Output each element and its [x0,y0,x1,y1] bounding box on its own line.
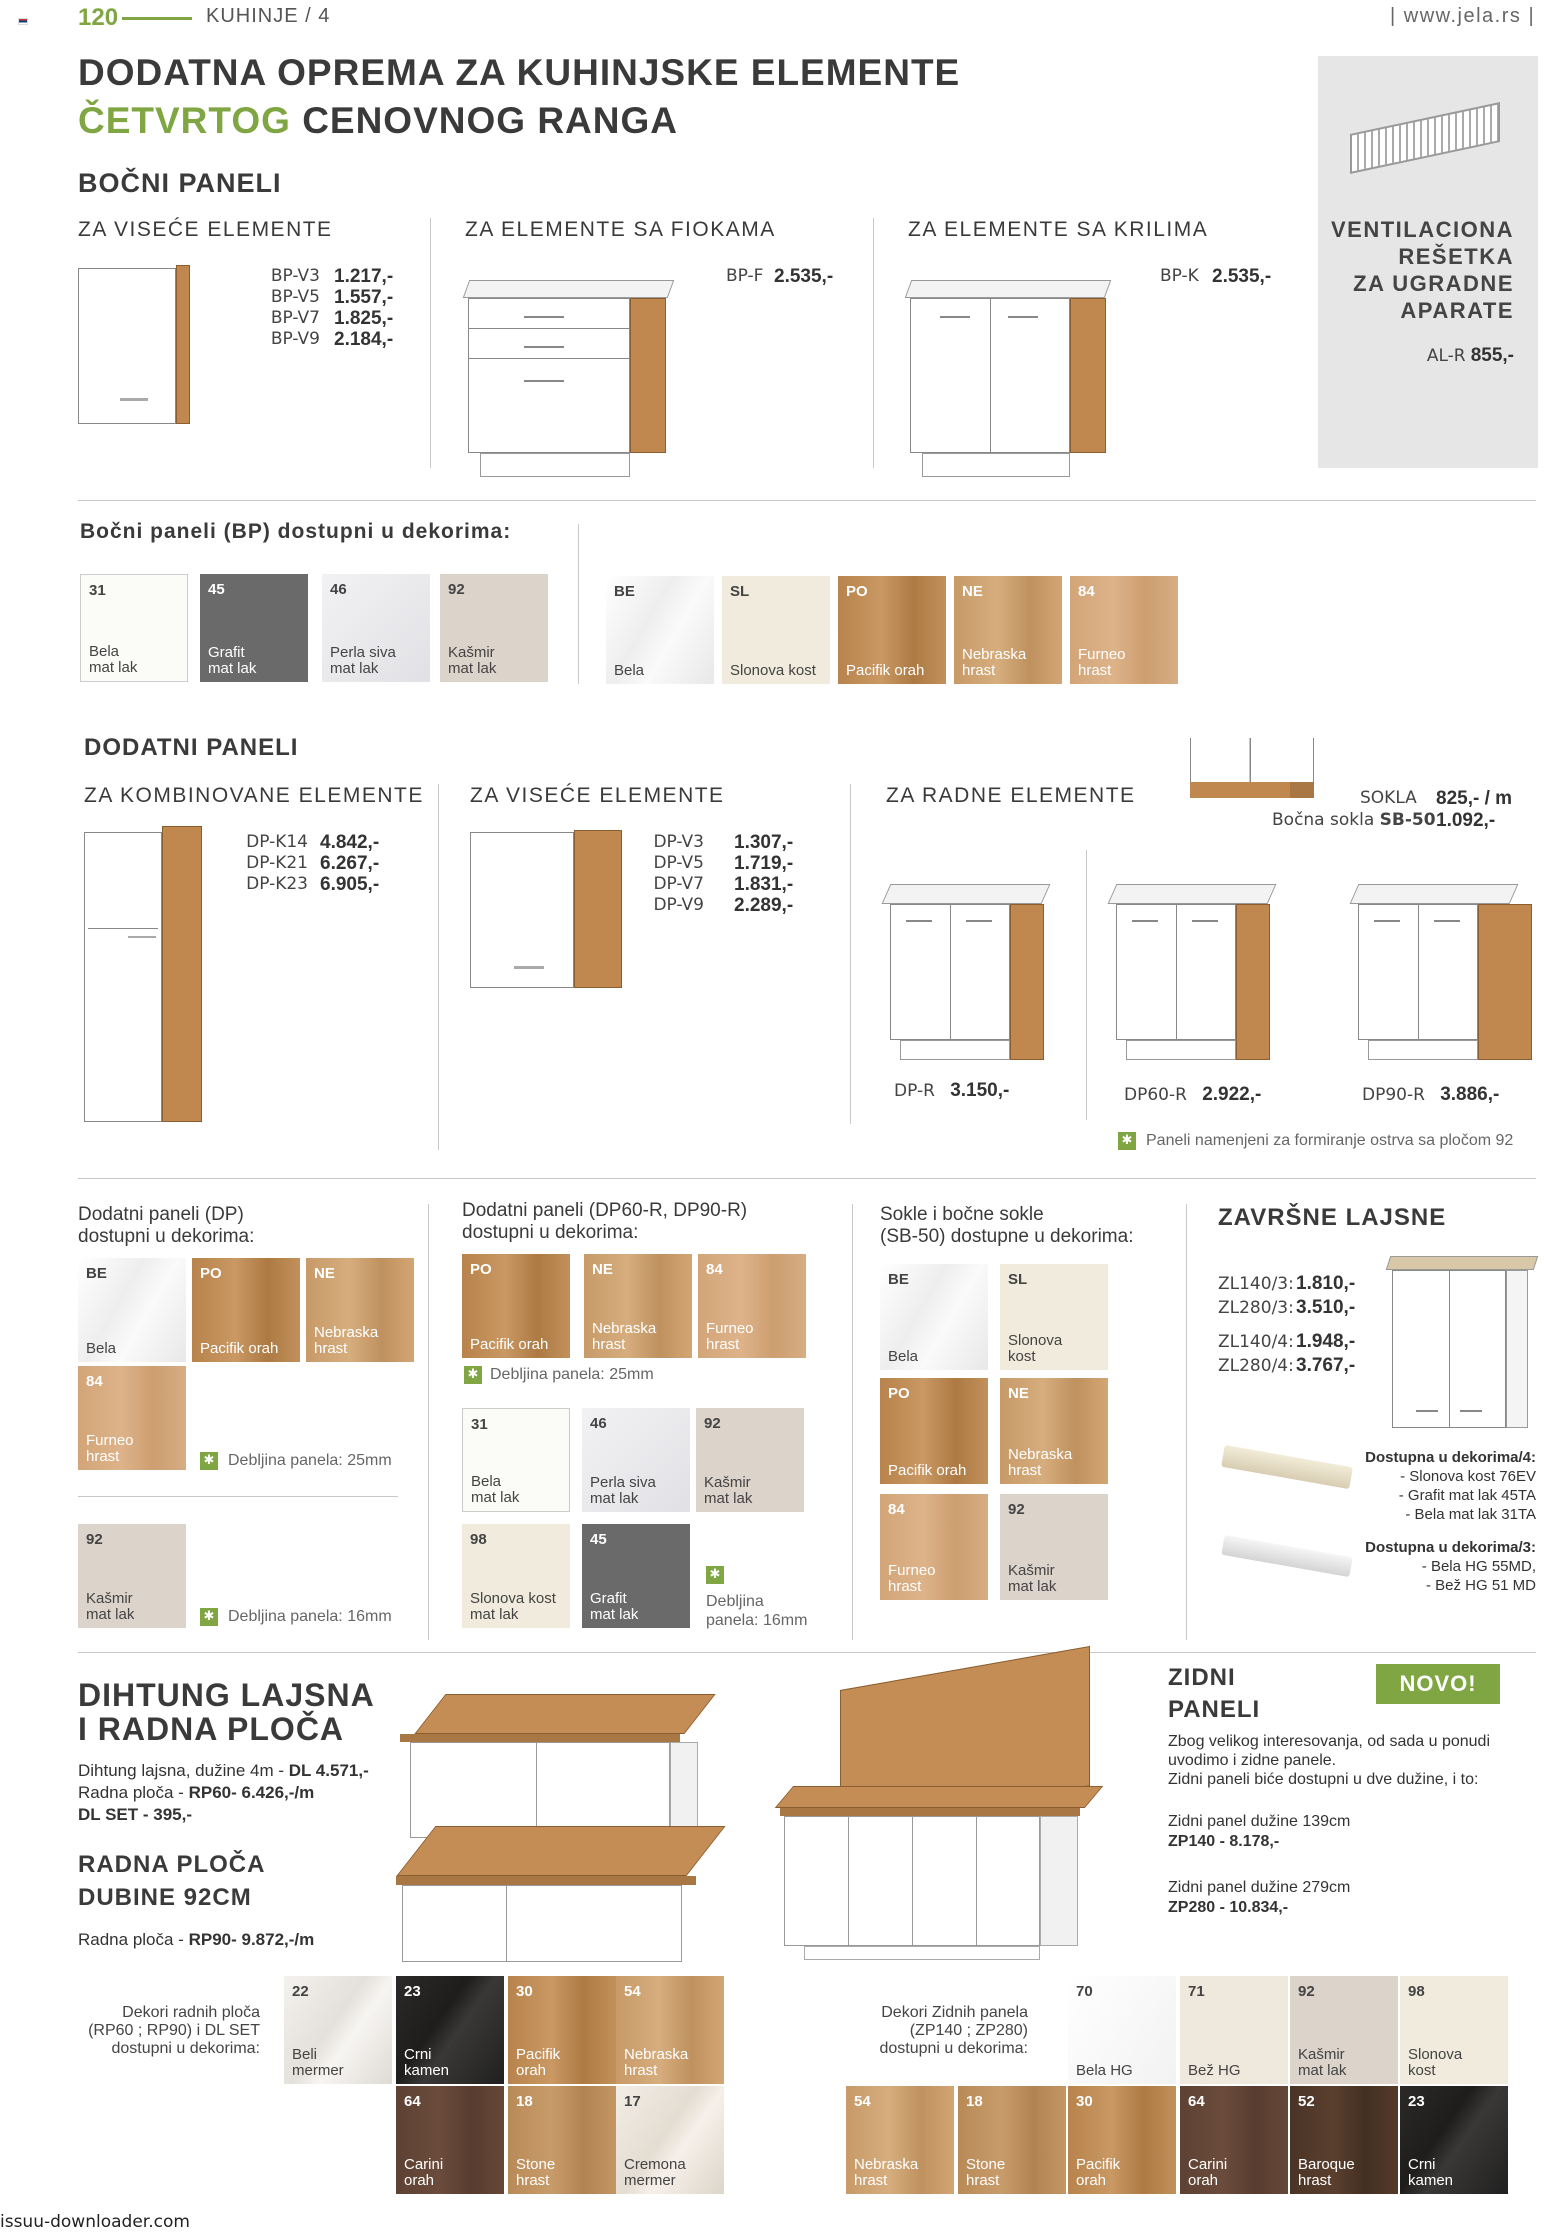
decor-swatch: BE Bela [880,1264,988,1370]
decor-swatch: NE Nebraska hrast [954,576,1062,684]
decor-swatch: 23 Crni kamen [396,1976,504,2084]
divider [78,500,1536,501]
flag-icon [18,18,28,25]
drawer-cabinet-image [466,280,671,480]
footer-watermark: issuu-downloader.com [0,2212,190,2232]
decor-swatch: 92 Kašmir mat lak [1290,1976,1398,2084]
divider [428,1204,429,1640]
divider [78,1496,398,1497]
decor-swatch: 23 Crni kamen [1400,2086,1508,2194]
decor-swatch: 22 Beli mermer [284,1976,392,2084]
dp-komb-prices: 4.842,- 6.267,- 6.905,- [320,832,380,895]
leaf-icon: ✱ [706,1566,724,1584]
decor-swatch: SL Slonova kost [1000,1264,1108,1370]
divider [852,1204,853,1640]
decor-swatch: NE Nebraska hrast [306,1258,414,1362]
bp-decors-title: Bočni paneli (BP) dostupni u dekorima: [80,520,512,543]
worktop-92-image [396,1826,726,1962]
thickness-note: Debljina panela: 25mm [490,1366,654,1383]
decor-swatch: 64 Carini orah [1180,2086,1288,2194]
bp-krila-title: ZA ELEMENTE SA KRILIMA [908,218,1209,241]
decor-swatch: 92 Kašmir mat lak [440,574,548,682]
zp140: Zidni panel dužine 139cm ZP140 - 8.178,- [1168,1813,1351,1850]
decor-swatch: 17 Cremona mermer [616,2086,724,2194]
wall-panel-cabinet-image [780,1668,1120,1964]
dp60-r-price: DP60-R 2.922,- [1124,1084,1262,1105]
decor-swatch: 54 Nebraska hrast [846,2086,954,2194]
dihtung-prices: Dihtung lajsna, dužine 4m - DL 4.571,- Radna ploča - RP60- 6.426,-/m DL SET - 395,- [78,1761,369,1824]
lajsne-title: ZAVRŠNE LAJSNE [1218,1204,1447,1231]
leaf-icon: ✱ [200,1452,218,1470]
vent-price: AL-R 855,- [1426,345,1514,366]
decor-swatch: 70 Bela HG [1068,1976,1176,2084]
decor-swatch: SL Slonova kost [722,576,830,684]
worktop-dl-image [410,1664,720,1844]
lajsne-decors3: Dostupna u dekorima/3: - Bela HG 55MD, - Bež HG 51 MD [1365,1539,1536,1594]
dp-komb-title: ZA KOMBINOVANE ELEMENTE [84,784,424,807]
section-label: KUHINJE / 4 [206,5,331,27]
leaf-icon: ✱ [1118,1132,1136,1150]
dp-decors-title: Dodatni paneli (DP) dostupni u dekorima: [78,1204,255,1247]
sokle-decors-title: Sokle i bočne sokle (SB-50) dostupne u dekorima: [880,1204,1134,1247]
divider [430,218,431,468]
bp-krila-code: BP-K [1160,266,1199,286]
sokla-image [1190,738,1318,800]
decor-swatch: 64 Carini orah [396,2086,504,2194]
divider [873,218,874,468]
dp-r-price: DP-R 3.150,- [894,1080,1010,1101]
thickness-note: Debljina panela: 16mm [228,1608,392,1625]
decor-swatch: 71 Bež HG [1180,1976,1288,2084]
decor-swatch: PO Pacifik orah [192,1258,300,1362]
decor-swatch: PO Pacifik orah [880,1378,988,1484]
bocni-paneli-title: BOČNI PANELI [78,168,282,198]
divider [78,1652,1536,1653]
dp60-decors-title: Dodatni paneli (DP60-R, DP90-R) dostupni u dekorima: [462,1200,748,1243]
bp-visece-codes: BP-V3 BP-V5 BP-V7 BP-V9 [270,266,320,349]
decor-swatch: 54 Nebraska hrast [616,1976,724,2084]
lajsne-codes: ZL140/3: ZL280/3: ZL140/4: ZL280/4: [1218,1274,1294,1376]
door-cabinet-image [908,280,1108,480]
page-title-line1: DODATNA OPREMA ZA KUHINJSKE ELEMENTE [78,52,961,93]
decor-swatch: 92 Kašmir mat lak [696,1408,804,1512]
decor-swatch: 52 Baroque hrast [1290,2086,1398,2194]
dp90-r-price: DP90-R 3.886,- [1362,1084,1500,1105]
lajsne-prices: 1.810,- 3.510,- 1.948,- 3.767,- [1296,1273,1356,1376]
decor-swatch: 84 Furneo hrast [698,1254,806,1358]
decor-swatch: 98 Slonova kost [1400,1976,1508,2084]
sokla-price: 825,- / m [1436,788,1513,809]
zidni-title: ZIDNI PANELI [1168,1664,1261,1723]
lajsna-cabinet-image [1388,1256,1538,1432]
bocna-sokla-label: Bočna sokla SB-50 [1272,810,1436,830]
decor-swatch: 84 Furneo hrast [880,1494,988,1600]
novo-badge: NOVO! [1376,1664,1500,1704]
bp-visece-title: ZA VISEĆE ELEMENTE [78,218,333,241]
decor-swatch: 31 Bela mat lak [80,574,188,682]
leaf-icon: ✱ [200,1608,218,1626]
page-title-line2: ČETVRTOG CENOVNOG RANGA [78,100,678,141]
decor-swatch: 30 Pacifik orah [1068,2086,1176,2194]
decor-swatch: PO Pacifik orah [838,576,946,684]
leaf-icon: ✱ [464,1366,482,1384]
thickness-note: Debljina panela: 16mm [706,1593,808,1629]
divider [578,524,579,684]
dp-radne-title: ZA RADNE ELEMENTE [886,784,1136,807]
lajsne-decors4: Dostupna u dekorima/4: - Slonova kost 76EV - Grafit mat lak 45TA - Bela mat lak 31TA [1365,1449,1536,1523]
decor-swatch: PO Pacifik orah [462,1254,570,1358]
website-link[interactable]: | www.jela.rs | [1390,5,1536,27]
divider [438,784,439,1150]
bp-krila-price: 2.535,- [1212,266,1272,287]
decor-swatch: BE Bela [78,1258,186,1362]
decor-swatch: 92 Kašmir mat lak [78,1524,186,1628]
dp-visece-prices: 1.307,- 1.719,- 1.831,- 2.289,- [734,832,794,916]
divider [1186,1204,1187,1640]
divider [78,1178,1536,1179]
divider [1086,850,1087,1120]
page-number: 120 [78,4,119,31]
hanging-cabinet-image [78,268,190,424]
thickness-note: Debljina panela: 25mm [228,1452,392,1469]
divider [850,784,851,1124]
decor-swatch: BE Bela [606,576,714,684]
dp-visece-codes: DP-V3 DP-V5 DP-V7 DP-V9 [653,832,704,915]
decor-swatch: 31 Bela mat lak [462,1408,570,1512]
rp90-price: Radna ploča - RP90- 9.872,-/m [78,1930,315,1949]
zp280: Zidni panel dužine 279cm ZP280 - 10.834,- [1168,1879,1351,1916]
vent-title: VENTILACIONA REŠETKA ZA UGRADNE APARATE [1331,217,1514,323]
zidni-desc: Zbog velikog interesovanja, od sada u ponudi uvodimo i zidne panele. Zidni paneli biće dostupni u dve dužine, i to: [1168,1733,1490,1788]
decor-swatch: 18 Stone hrast [958,2086,1066,2194]
bp-visece-prices: 1.217,- 1.557,- 1.825,- 2.184,- [334,266,394,350]
zp-decors-title: Dekori Zidnih panela (ZP140 ; ZP280) dostupni u dekorima: [879,2004,1028,2057]
decor-swatch: 30 Pacifik orah [508,1976,616,2084]
bocna-sokla-price: 1.092,- [1436,810,1496,831]
dp-visece-title: ZA VISEĆE ELEMENTE [470,784,725,807]
dp-komb-codes: DP-K14 DP-K21 DP-K23 [246,832,308,894]
header-rule [122,17,192,20]
hanging-cabinet-image [470,832,622,988]
dihtung-title: DIHTUNG LAJSNA I RADNA PLOČA [78,1677,375,1747]
decor-swatch: 45 Grafit mat lak [200,574,308,682]
rp-decors-title: Dekori radnih ploča (RP60 ; RP90) i DL SET dostupni u dekorima: [88,2004,260,2057]
decor-swatch: 84 Furneo hrast [78,1366,186,1470]
ostrvo-note: Paneli namenjeni za formiranje ostrva sa pločom 92 [1146,1132,1514,1149]
vent-grille-image [1350,102,1500,174]
radna-ploca-92-title: RADNA PLOČA DUBINE 92CM [78,1851,266,1911]
decor-swatch: 45 Grafit mat lak [582,1524,690,1628]
base-cabinet-image [886,884,1056,1064]
bp-fioka-code: BP-F [726,266,764,286]
decor-swatch: NE Nebraska hrast [584,1254,692,1358]
tall-cabinet-image [84,832,202,1122]
decor-swatch: 18 Stone hrast [508,2086,616,2194]
decor-swatch: 92 Kašmir mat lak [1000,1494,1108,1600]
decor-swatch: 98 Slonova kost mat lak [462,1524,570,1628]
decor-swatch: NE Nebraska hrast [1000,1378,1108,1484]
decor-swatch: 84 Furneo hrast [1070,576,1178,684]
sokla-label: SOKLA [1360,788,1417,808]
base-cabinet-image [1354,884,1534,1064]
decor-swatch: 46 Perla siva mat lak [322,574,430,682]
decor-swatch: 46 Perla siva mat lak [582,1408,690,1512]
dodatni-paneli-title: DODATNI PANELI [84,734,299,761]
bp-fioka-price: 2.535,- [774,266,834,287]
bp-fioka-title: ZA ELEMENTE SA FIOKAMA [465,218,776,241]
base-cabinet-image [1112,884,1282,1064]
